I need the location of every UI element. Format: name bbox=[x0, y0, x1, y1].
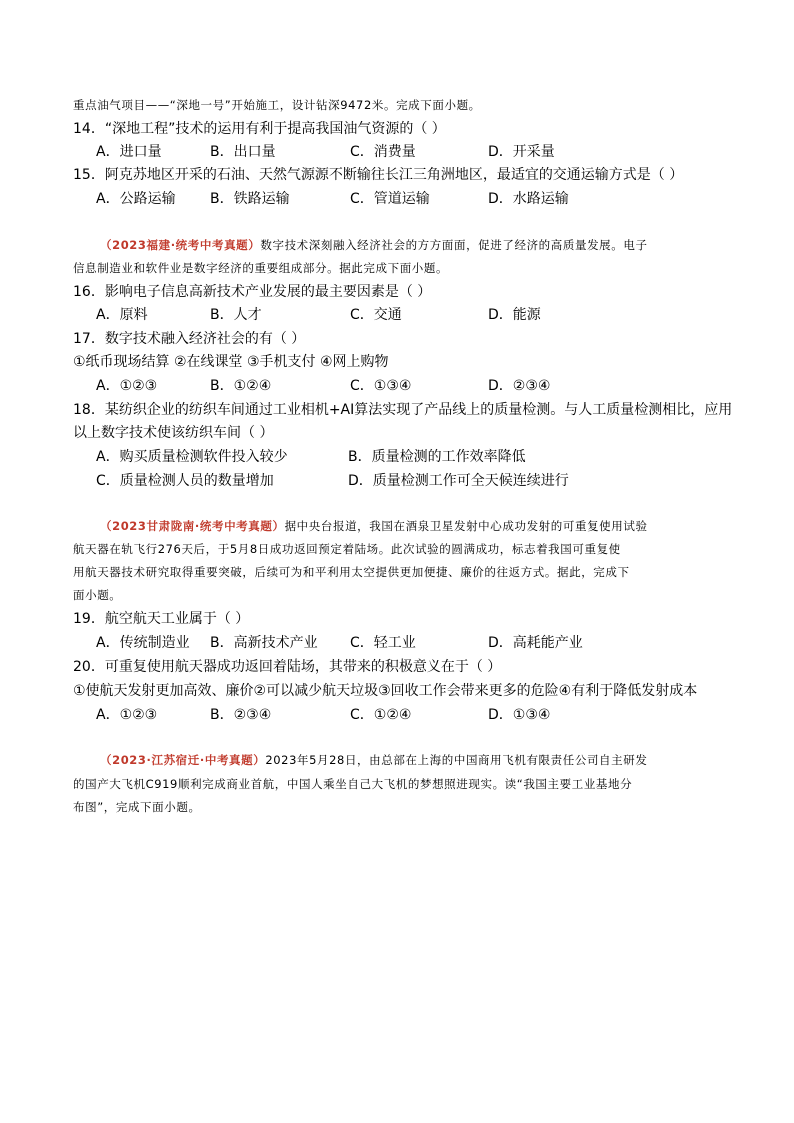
option-c[interactable]: C．管道运输 bbox=[350, 191, 430, 207]
question-20-items: ①使航天发射更加高效、廉价②可以减少航天垃圾③回收工作会带来更多的危险④有利于降低发射成本 bbox=[73, 683, 698, 699]
question-18-options-row-2 bbox=[96, 472, 716, 490]
option-c[interactable]: C．消费量 bbox=[350, 144, 416, 160]
option-d[interactable]: D．①③④ bbox=[488, 707, 551, 723]
passage-4-line-1: （2023·江苏宿迁·中考真题）2023年5月28日，由总部在上海的中国商用飞机有限责任公司自主研发 bbox=[100, 753, 648, 767]
option-c[interactable]: C．①③④ bbox=[350, 378, 412, 394]
source-tag: （2023·江苏宿迁·中考真题） bbox=[100, 753, 266, 767]
question-19-stem: 19．航空航天工业属于（ ） bbox=[73, 611, 250, 627]
option-a[interactable]: A．传统制造业 bbox=[96, 635, 190, 651]
question-17-options bbox=[96, 377, 716, 395]
question-18-stem-line-1: 18．某纺织企业的纺织车间通过工业相机+AI算法实现了产品线上的质量检测。与人工质量检测相比，应用 bbox=[73, 402, 733, 418]
option-a[interactable]: A．购买质量检测软件投入较少 bbox=[96, 449, 288, 465]
passage-2-line-1: （2023福建·统考中考真题）数字技术深刻融入经济社会的方方面面，促进了经济的高质量发展。电子 bbox=[100, 238, 648, 252]
question-14-options bbox=[96, 143, 716, 161]
option-c[interactable]: C．交通 bbox=[350, 307, 402, 323]
option-a[interactable]: A．公路运输 bbox=[96, 191, 176, 207]
question-19-options bbox=[96, 634, 716, 652]
passage-3-line-4: 面小题。 bbox=[73, 588, 122, 602]
passage-2-line-2: 信息制造业和软件业是数字经济的重要组成部分。据此完成下面小题。 bbox=[73, 261, 449, 275]
option-c[interactable]: C．①②④ bbox=[350, 707, 412, 723]
option-c[interactable]: C．质量检测人员的数量增加 bbox=[96, 473, 274, 489]
option-c[interactable]: C．轻工业 bbox=[350, 635, 416, 651]
question-18-stem-line-2: 以上数字技术使该纺织车间（ ） bbox=[73, 425, 274, 441]
option-b[interactable]: B．②③④ bbox=[210, 707, 272, 723]
question-16-stem: 16．影响电子信息高新技术产业发展的最主要因素是（ ） bbox=[73, 284, 432, 300]
question-20-stem: 20．可重复使用航天器成功返回着陆场，其带来的积极意义在于（ ） bbox=[73, 659, 502, 675]
option-a[interactable]: A．①②③ bbox=[96, 378, 158, 394]
question-20-options bbox=[96, 706, 716, 724]
option-b[interactable]: B．①②④ bbox=[210, 378, 272, 394]
source-tag: （2023甘肃陇南·统考中考真题） bbox=[100, 519, 285, 533]
question-18-options-row-1 bbox=[96, 448, 716, 466]
source-tag: （2023福建·统考中考真题） bbox=[100, 238, 261, 252]
question-17-stem: 17．数字技术融入经济社会的有（ ） bbox=[73, 331, 306, 347]
option-d[interactable]: D．能源 bbox=[488, 307, 541, 323]
passage-lead: 重点油气项目——“深地一号”开始施工，设计钻深9472米。完成下面小题。 bbox=[73, 98, 481, 112]
option-a[interactable]: A．进口量 bbox=[96, 144, 162, 160]
question-15-options bbox=[96, 190, 716, 208]
option-d[interactable]: D．水路运输 bbox=[488, 191, 569, 207]
option-b[interactable]: B．出口量 bbox=[210, 144, 276, 160]
passage-3-line-1: （2023甘肃陇南·统考中考真题）据中央台报道，我国在酒泉卫星发射中心成功发射的可重复使用试验 bbox=[100, 519, 648, 533]
option-b[interactable]: B．人才 bbox=[210, 307, 262, 323]
option-b[interactable]: B．质量检测的工作效率降低 bbox=[348, 449, 526, 465]
question-17-items: ①纸币现场结算 ②在线课堂 ③手机支付 ④网上购物 bbox=[73, 354, 389, 370]
option-d[interactable]: D．质量检测工作可全天候连续进行 bbox=[348, 473, 569, 489]
passage-3-line-3: 用航天器技术研究取得重要突破，后续可为和平利用太空提供更加便捷、廉价的往返方式。据此，完成下 bbox=[73, 565, 630, 579]
option-d[interactable]: D．②③④ bbox=[488, 378, 551, 394]
passage-4-line-3: 布图”，完成下面小题。 bbox=[73, 800, 201, 814]
question-14-stem: 14．“深地工程”技术的运用有利于提高我国油气资源的（ ） bbox=[73, 121, 446, 137]
option-b[interactable]: B．高新技术产业 bbox=[210, 635, 318, 651]
passage-3-line-2: 航天器在轨飞行276天后，于5月8日成功返回预定着陆场。此次试验的圆满成功，标志着我国可重复使 bbox=[73, 542, 621, 556]
option-d[interactable]: D．开采量 bbox=[488, 144, 555, 160]
question-15-stem: 15．阿克苏地区开采的石油、天然气源源不断输往长江三角洲地区，最适宜的交通运输方式是（ ） bbox=[73, 167, 684, 183]
option-a[interactable]: A．①②③ bbox=[96, 707, 158, 723]
passage-4-line-2: 的国产大飞机C919顺利完成商业首航，中国人乘坐自己大飞机的梦想照进现实。读“我国主要工业基地分 bbox=[73, 777, 633, 791]
question-16-options bbox=[96, 306, 716, 324]
option-b[interactable]: B．铁路运输 bbox=[210, 191, 290, 207]
option-a[interactable]: A．原料 bbox=[96, 307, 148, 323]
option-d[interactable]: D．高耗能产业 bbox=[488, 635, 583, 651]
